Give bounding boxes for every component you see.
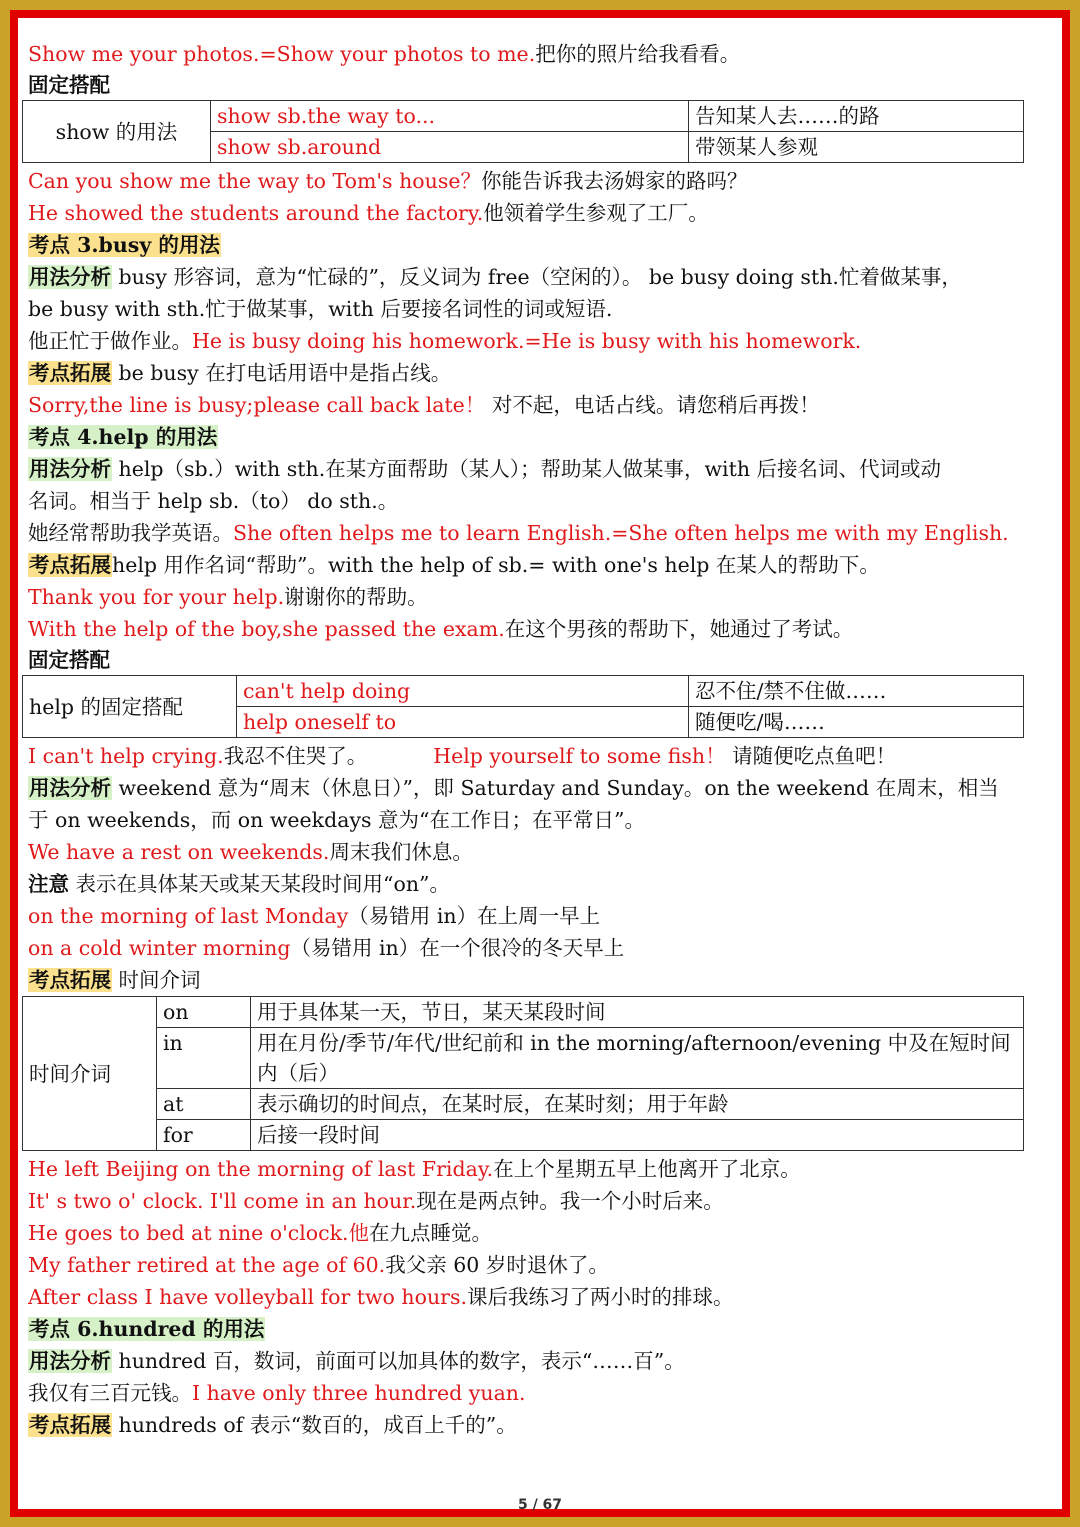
text-line: Thank you for your help.谢谢你的帮助。	[28, 585, 428, 609]
table-label-cell: help 的固定搭配	[23, 676, 237, 738]
table-label-cell: show 的用法	[23, 101, 211, 163]
table-row	[23, 1028, 1024, 1089]
table-row	[23, 997, 1024, 1028]
text-line: be busy with sth.忙于做某事，with 后要接名词性的词或短语.	[28, 297, 613, 321]
text-line: 我仅有三百元钱。I have only three hundred yuan.	[28, 1381, 526, 1405]
text-line: Show me your photos.=Show your photos to me.把你的照片给我看看。	[28, 42, 741, 66]
text-line: 他正忙于做作业。He is busy doing his homework.=He is busy with his homework.	[28, 329, 862, 353]
table-cell: at	[157, 1089, 251, 1120]
table-cell: 带领某人参观	[689, 132, 1024, 163]
text-line: He showed the students around the factory.他领着学生参观了工厂。	[28, 201, 709, 225]
text-line: on the morning of last Monday（易错用 in）在上周一早上	[28, 904, 601, 928]
page-number: 5 / 67	[517, 1497, 563, 1513]
section-heading: 考点 4.help 的用法	[29, 425, 218, 449]
table-cell: in	[157, 1028, 251, 1089]
text-line: It' s two o' clock. I'll come in an hour.现在是两点钟。我一个小时后来。	[28, 1189, 724, 1213]
table-cell: show sb.around	[211, 132, 689, 163]
table-row	[23, 101, 1024, 132]
table-cell: show sb.the way to...	[211, 101, 689, 132]
text-line: My father retired at the age of 60.我父亲 60 岁时退休了。	[28, 1253, 609, 1277]
time-preposition-table	[22, 996, 1024, 1151]
document-body	[28, 38, 1028, 1441]
table-cell: 用于具体某一天，节日，某天某段时间	[251, 997, 1024, 1028]
table-cell: can't help doing	[237, 676, 689, 707]
text-line: 考点拓展 hundreds of 表示“数百的，成百上千的”。	[29, 1413, 517, 1437]
table-cell: 随便吃/喝……	[689, 707, 1024, 738]
table-cell: 忍不住/禁不住做……	[689, 676, 1024, 707]
text-line: 名词。相当于 help sb.（to） do sth.。	[28, 489, 399, 513]
text-line: After class I have volleyball for two hours.课后我练习了两小时的排球。	[28, 1285, 734, 1309]
table-cell: help oneself to	[237, 707, 689, 738]
text-line: 用法分析 hundred 百，数词，前面可以加具体的数字，表示“……百”。	[29, 1349, 685, 1373]
text-line: 用法分析 help（sb.）with sth.在某方面帮助（某人）；帮助某人做某事，with 后接名词、代词或动	[29, 457, 942, 481]
table-row	[23, 1089, 1024, 1120]
table-row	[23, 676, 1024, 707]
text-line: 用法分析 weekend 意为“周末（休息日）”，即 Saturday and Sunday。on the weekend 在周末，相当	[29, 776, 999, 800]
text-line: on a cold winter morning（易错用 in）在一个很冷的冬天早上	[28, 936, 625, 960]
text-line: With the help of the boy,she passed the exam.在这个男孩的帮助下，她通过了考试。	[28, 617, 854, 641]
text-line: 考点拓展help 用作名词“帮助”。with the help of sb.= with one's help 在某人的帮助下。	[29, 553, 880, 577]
table-cell: 后接一段时间	[251, 1120, 1024, 1151]
text-line: 她经常帮助我学英语。She often helps me to learn English.=She often helps me with my English.	[28, 521, 1009, 545]
text-line: We have a rest on weekends.周末我们休息。	[28, 840, 473, 864]
text-line: Can you show me the way to Tom's house？你能告诉我去汤姆家的路吗？	[28, 169, 748, 193]
section-heading: 考点 6.hundred 的用法	[29, 1317, 265, 1341]
table-label-cell: 时间介词	[23, 997, 157, 1151]
section-heading: 固定搭配	[28, 648, 110, 672]
text-line: He left Beijing on the morning of last Friday.在上个星期五早上他离开了北京。	[28, 1157, 801, 1181]
table-cell: 告知某人去……的路	[689, 101, 1024, 132]
table-cell: 表示确切的时间点，在某时辰，在某时刻；用于年龄	[251, 1089, 1024, 1120]
text-line: 考点拓展 be busy 在打电话用语中是指占线。	[29, 361, 452, 385]
text-line: 于 on weekends，而 on weekdays 意为“在工作日；在平常日”。	[28, 808, 646, 832]
text-line: 注意 表示在具体某天或某天某段时间用“on”。	[28, 872, 451, 896]
table-row	[23, 1120, 1024, 1151]
table-cell: for	[157, 1120, 251, 1151]
section-heading: 固定搭配	[28, 73, 110, 97]
text-line: Sorry,the line is busy;please call back late！ 对不起，电话占线。请您稍后再拨！	[28, 393, 820, 417]
text-line: He goes to bed at nine o'clock.他在九点睡觉。	[28, 1221, 493, 1245]
text-line: 考点拓展 时间介词	[29, 968, 201, 992]
section-heading: 考点 3.busy 的用法	[29, 233, 220, 257]
table-cell: 用在月份/季节/年代/世纪前和 in the morning/afternoon/evening 中及在短时间内（后）	[251, 1028, 1024, 1089]
text-line: I can't help crying.我忍不住哭了。 Help yourself to some fish！ 请随便吃点鱼吧！	[28, 744, 897, 768]
help-fixed-table	[22, 675, 1024, 738]
table-cell: on	[157, 997, 251, 1028]
show-usage-table	[22, 100, 1024, 163]
text-line: 用法分析 busy 形容词，意为“忙碌的”，反义词为 free（空闲的）。 be busy doing sth.忙着做某事，	[29, 265, 962, 289]
